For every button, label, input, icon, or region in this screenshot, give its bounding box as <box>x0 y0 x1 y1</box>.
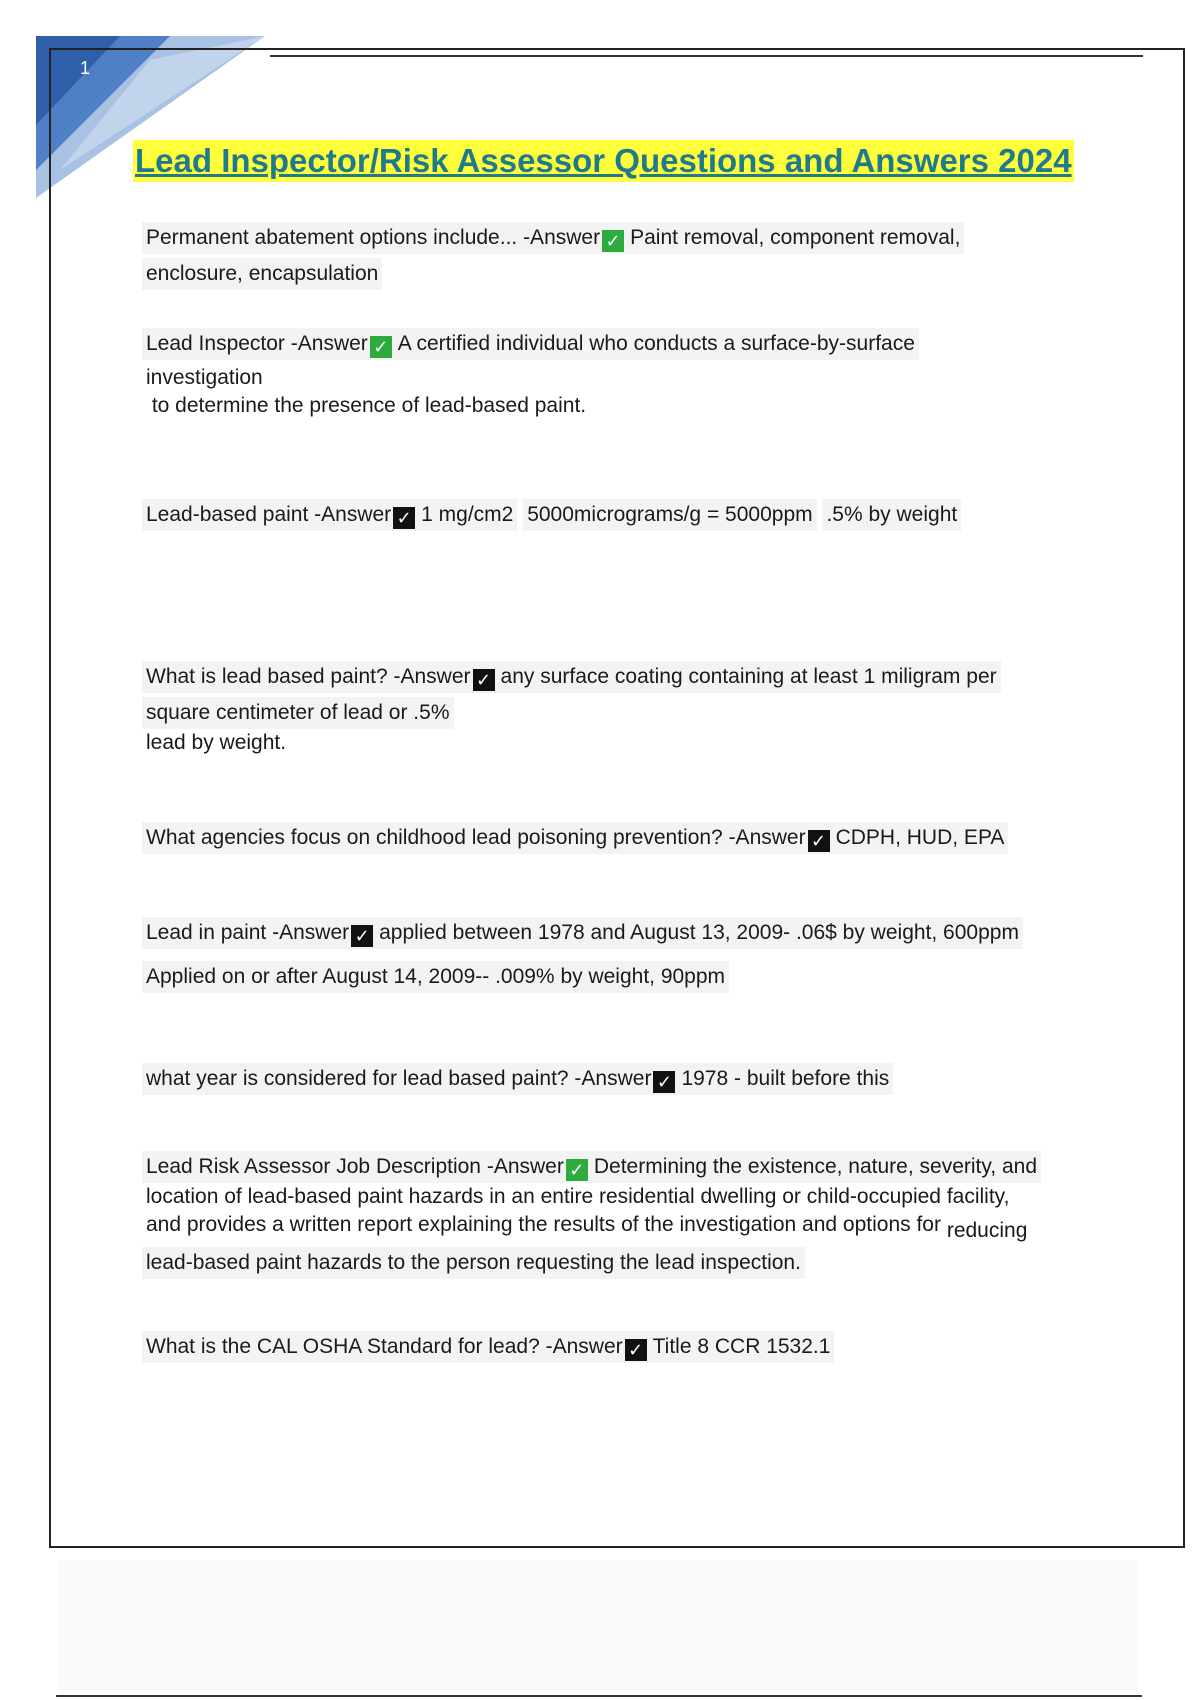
check-icon: ✓ <box>393 507 415 529</box>
answer-text: 1978 - built before this <box>681 1067 890 1090</box>
question-text: Lead in paint -Answer <box>146 921 350 944</box>
qa-item <box>142 487 961 531</box>
qa-item <box>142 661 1200 757</box>
answer-text: investigation <box>146 366 263 389</box>
answer-text: .5% by weight <box>822 499 961 531</box>
check-icon: ✓ <box>808 830 830 852</box>
answer-text: any surface coating containing at least 1 miligram per <box>500 665 997 688</box>
answer-text: Title 8 CCR 1532.1 <box>652 1335 831 1358</box>
question-text: Lead-based paint -Answer <box>146 503 392 526</box>
question-text: what year is considered for lead based paint? -Answer <box>146 1067 652 1090</box>
qa-item <box>142 917 1200 993</box>
answer-text: lead-based paint hazards to the person requesting the lead inspection. <box>142 1247 805 1279</box>
check-icon: ✓ <box>351 925 373 947</box>
check-icon: ✓ <box>625 1339 647 1361</box>
answer-text: 5000micrograms/g = 5000ppm <box>523 499 816 531</box>
qa-item <box>142 1063 893 1095</box>
footer-band <box>58 1560 1138 1692</box>
answer-text: square centimeter of lead or .5% <box>142 697 454 729</box>
question-text: What is lead based paint? -Answer <box>146 665 471 688</box>
document-title: Lead Inspector/Risk Assessor Questions and Answers 2024 <box>133 140 1074 182</box>
answer-text: enclosure, encapsulation <box>142 258 382 290</box>
question-text: Permanent abatement options include... -Answer <box>146 226 601 249</box>
qa-item <box>142 822 1008 854</box>
qa-item <box>142 222 1200 290</box>
answer-text: to determine the presence of lead-based paint. <box>146 394 587 417</box>
question-text: Lead Risk Assessor Job Description -Answer <box>146 1155 564 1178</box>
answer-text: 1 mg/cm2 <box>421 503 514 526</box>
answer-text: Applied on or after August 14, 2009-- .009% by weight, 90ppm <box>142 961 729 993</box>
check-icon: ✓ <box>566 1159 588 1181</box>
answer-text: lead by weight. <box>146 731 287 754</box>
answer-text: A certified individual who conducts a surface-by-surface <box>397 332 915 355</box>
check-icon: ✓ <box>602 230 624 252</box>
answer-text: location of lead-based paint hazards in an entire residential dwelling or child-occupied facility, <box>146 1185 1010 1208</box>
answer-text: CDPH, HUD, EPA <box>835 826 1005 849</box>
qa-item <box>142 1151 1041 1279</box>
check-icon: ✓ <box>473 669 495 691</box>
qa-item <box>142 1331 834 1363</box>
answer-text: applied between 1978 and August 13, 2009- .06$ by weight, 600ppm <box>379 921 1019 944</box>
question-text: What is the CAL OSHA Standard for lead? -Answer <box>146 1335 623 1358</box>
qa-item <box>142 328 919 420</box>
check-icon: ✓ <box>653 1071 675 1093</box>
page-number: 1 <box>80 58 91 78</box>
question-text: What agencies focus on childhood lead poisoning prevention? -Answer <box>146 826 806 849</box>
check-icon: ✓ <box>370 336 392 358</box>
question-text: Lead Inspector -Answer <box>146 332 368 355</box>
answer-text: Paint removal, component removal, <box>630 226 961 249</box>
answer-text: and provides a written report explaining the results of the investigation and options for <box>146 1213 941 1236</box>
answer-text: Determining the existence, nature, severity, and <box>593 1155 1038 1178</box>
footer-rule <box>56 1695 1142 1697</box>
answer-text: reducing <box>946 1219 1028 1242</box>
